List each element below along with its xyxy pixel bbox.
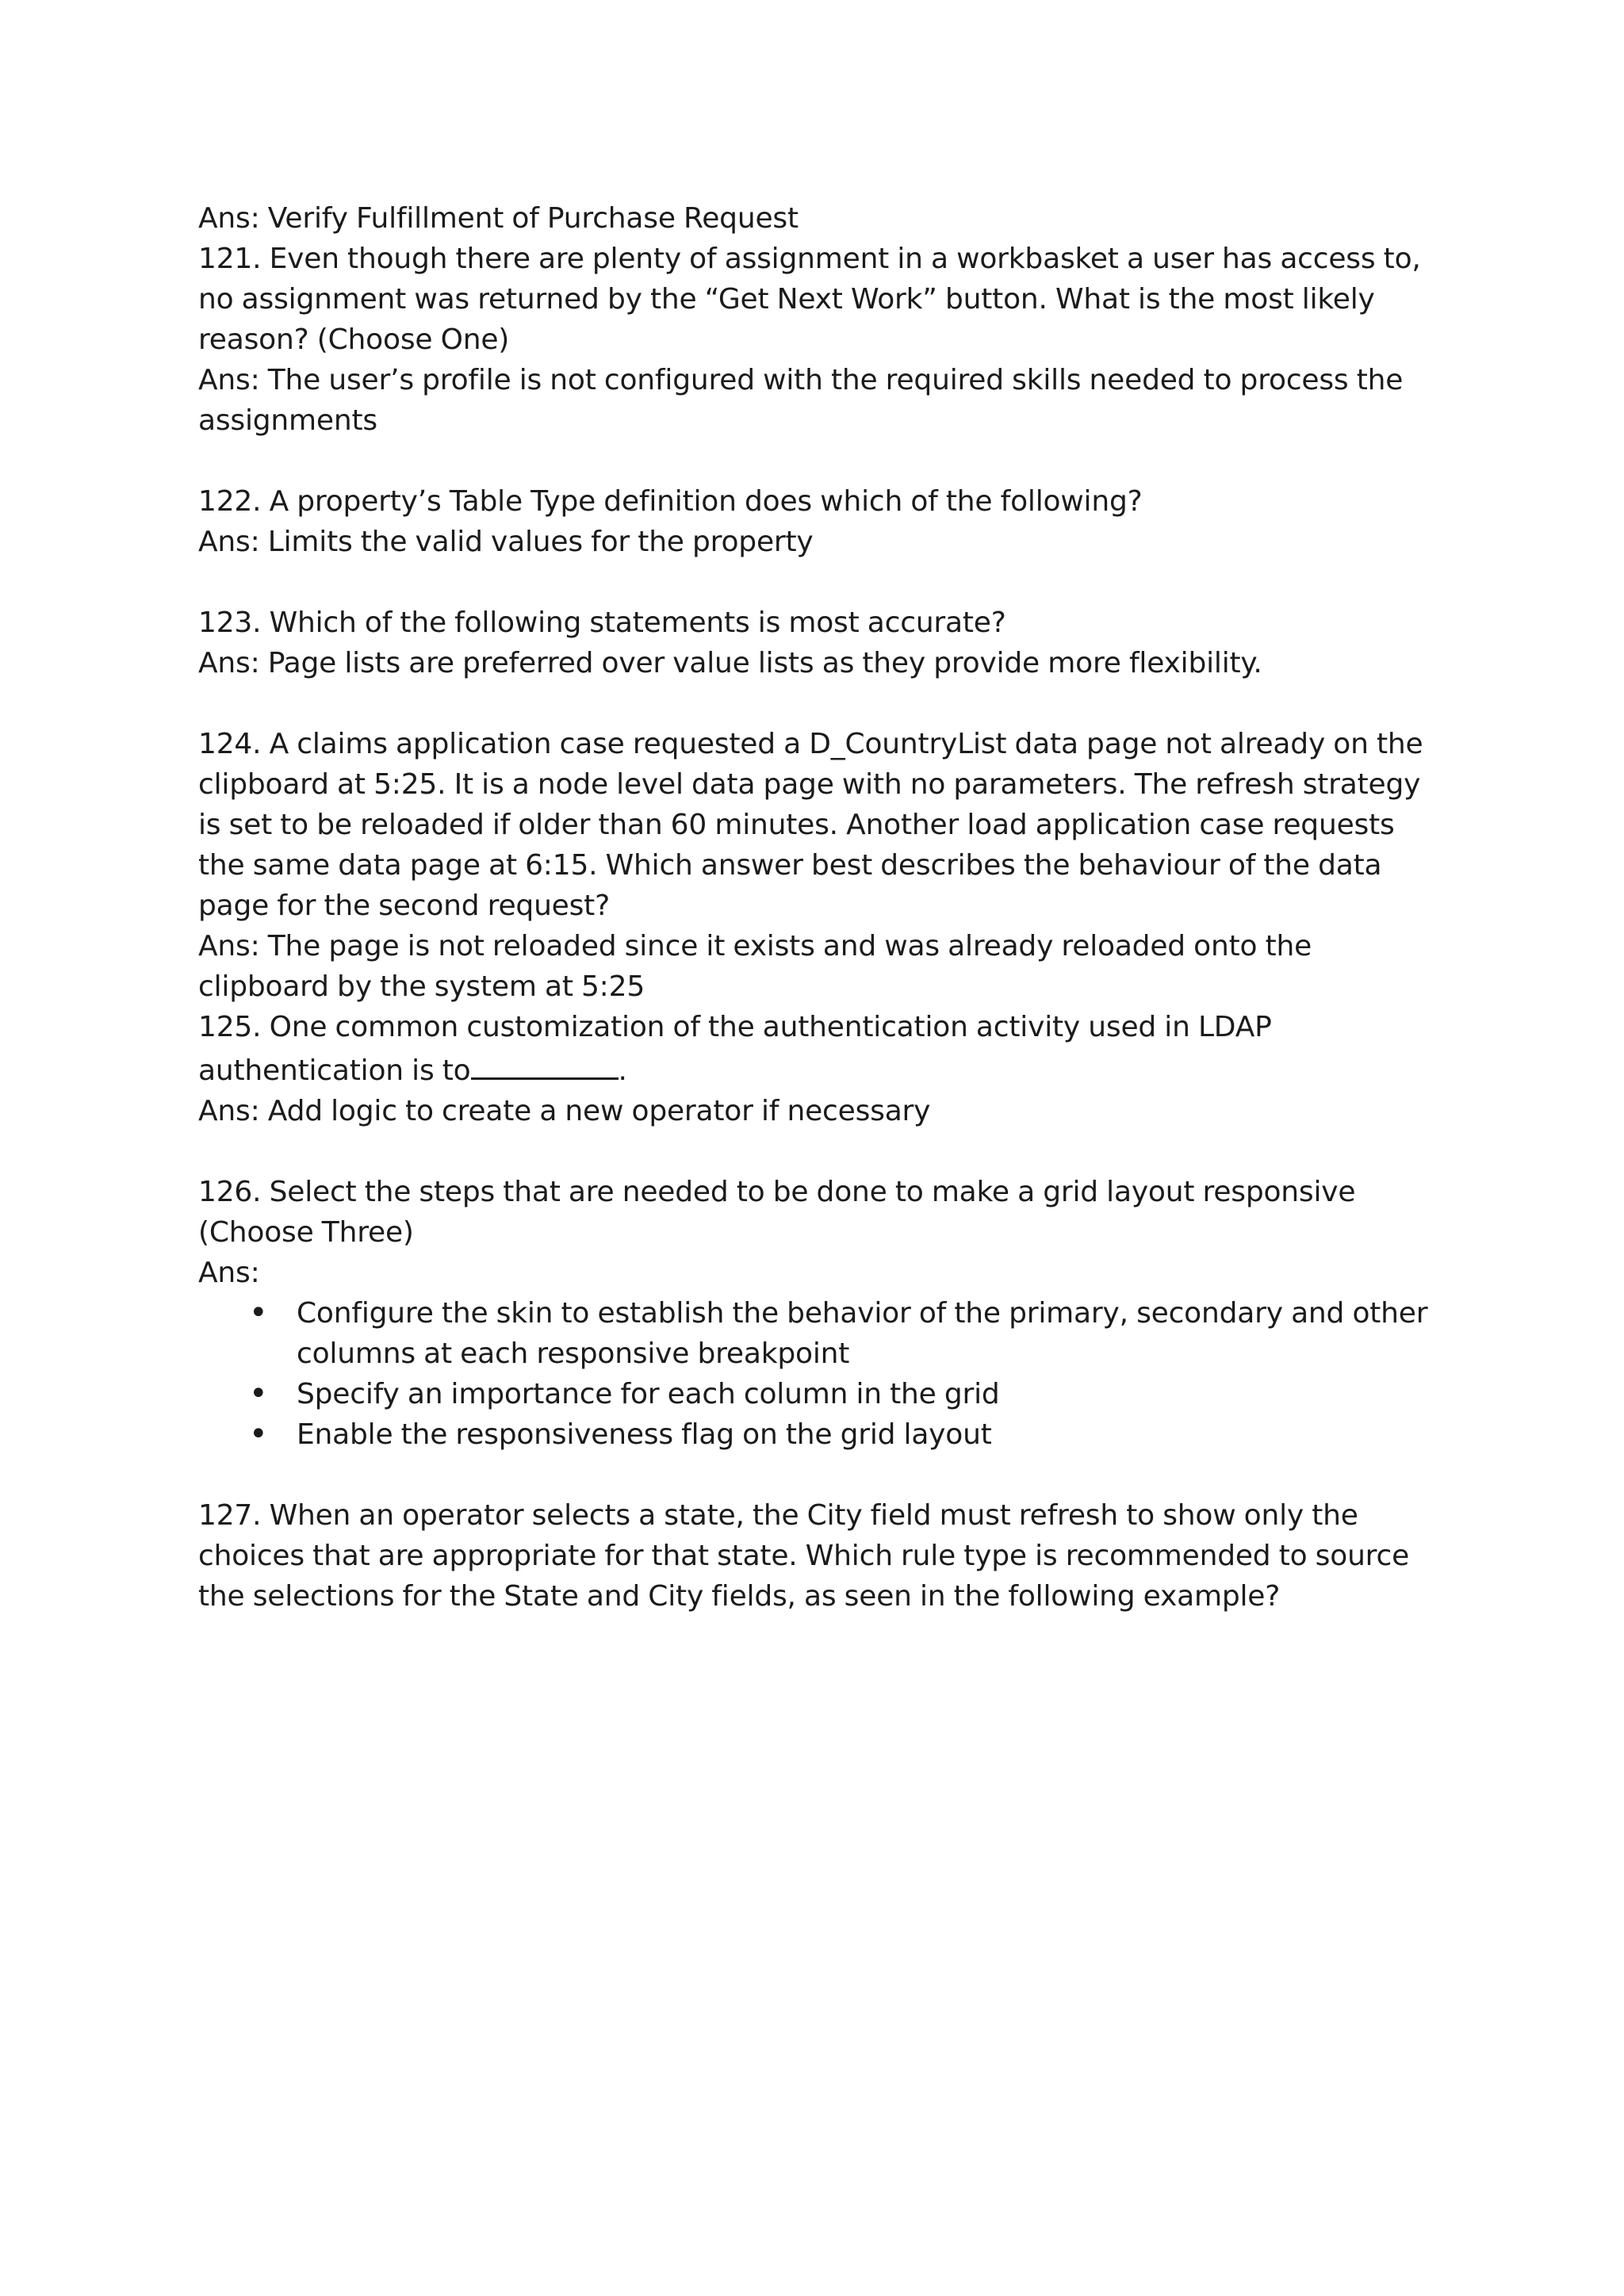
answer-125: Ans: Add logic to create a new operator if necessary [198, 1095, 931, 1127]
question-127: 127. When an operator selects a state, the City field must refresh to show only the choices that are appropriate for that state. Which rule type is recommended to source the selections for the State and City fields, as seen in the following example? [198, 1499, 1410, 1613]
paragraph-gap [198, 683, 1443, 724]
question-123: 123. Which of the following statements is most accurate? [198, 607, 1006, 639]
answer-126-label: Ans: [198, 1257, 260, 1289]
question-125-period: . [618, 1054, 627, 1087]
question-125 [198, 1007, 1443, 1091]
question-124: 124. A claims application case requested a D_CountryList data page not already on the clipboard at 5:25. It is a node level data page with no parameters. The refresh strategy is set to be reloaded if older than 60 minutes. Another load application case requests the same data page at 6:15. Which answer best describes the behaviour of the data page for the second request? [198, 728, 1423, 922]
answer-122: Ans: Limits the valid values for the property [198, 526, 814, 558]
question-126: 126. Select the steps that are needed to be done to make a grid layout responsive (Choose Three) [198, 1176, 1356, 1249]
question-121: 121. Even though there are plenty of assignment in a workbasket a user has access to, no assignment was returned by the “Get Next Work” button. What is the most likely reason? (Choose One) [198, 243, 1421, 356]
list-item: • Enable the responsiveness flag on the grid layout [198, 1414, 1443, 1455]
paragraph-gap [198, 441, 1443, 481]
answer-123: Ans: Page lists are preferred over value lists as they provide more flexibility. [198, 647, 1262, 679]
document-body [198, 198, 1443, 1617]
fill-in-blank [471, 1047, 619, 1080]
list-item: • Configure the skin to establish the behavior of the primary, secondary and other columns at each responsive breakpoint [198, 1293, 1443, 1374]
paragraph-gap [198, 1455, 1443, 1495]
answer-120: Ans: Verify Fulfillment of Purchase Request [198, 202, 799, 235]
paragraph-gap [198, 1131, 1443, 1172]
list-item: • Specify an importance for each column in the grid [198, 1374, 1443, 1414]
answer-126-list [198, 1293, 1443, 1455]
question-122: 122. A property’s Table Type definition does which of the following? [198, 485, 1143, 518]
answer-121: Ans: The user’s profile is not configured with the required skills needed to process the assignments [198, 364, 1404, 437]
paragraph-gap [198, 562, 1443, 603]
answer-124: Ans: The page is not reloaded since it exists and was already reloaded onto the clipboard by the system at 5:25 [198, 930, 1312, 1003]
question-125-text: 125. One common customization of the authentication activity used in LDAP authentication is to [198, 1011, 1272, 1087]
